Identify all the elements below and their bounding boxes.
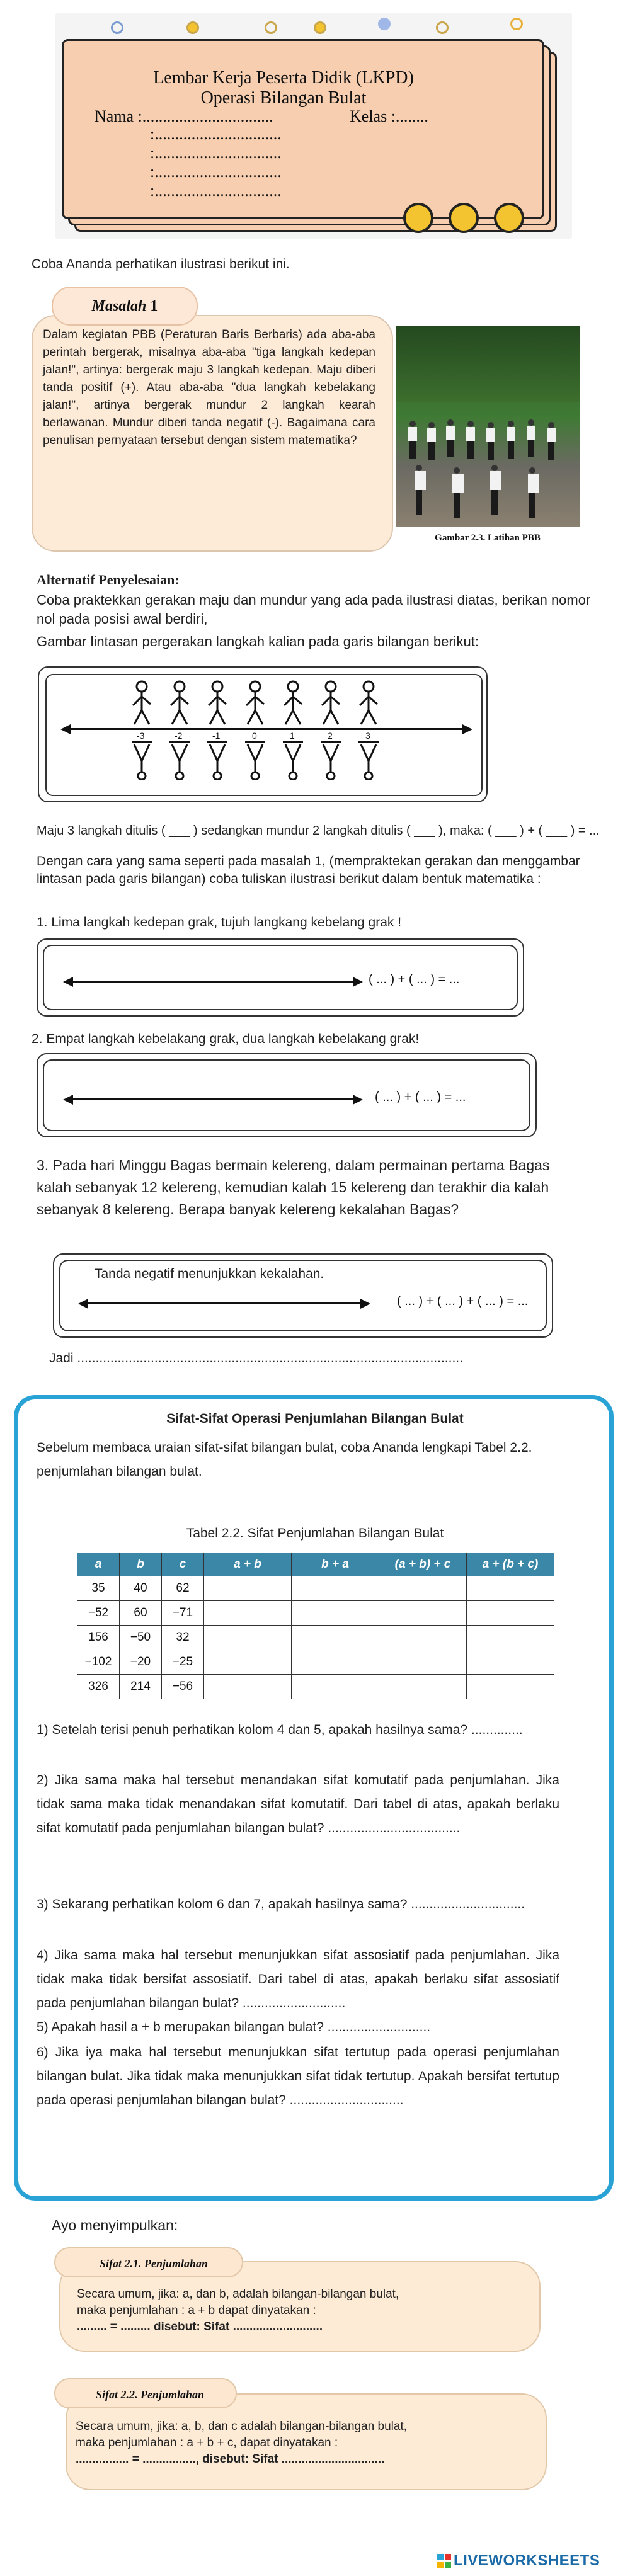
header-card	[62, 39, 544, 219]
tick-label: -3	[137, 731, 145, 741]
sifat-intro: Sebelum membaca uraian sifat-sifat bilangan bulat, coba Ananda lengkapi Tabel 2.2. penjumlahan bilangan bulat.	[37, 1440, 532, 1479]
table-row	[77, 1626, 554, 1650]
table-row	[77, 1675, 554, 1699]
table-cell: −56	[162, 1675, 204, 1699]
soal-2-axis	[71, 1098, 354, 1100]
liveworksheets-icon	[437, 2554, 451, 2568]
answer-cell[interactable]	[204, 1650, 292, 1675]
blank-line[interactable]: :...............................	[150, 125, 282, 143]
sifat-question-6[interactable]: 6) Jika iya maka hal tersebut menunjukkan sifat tertutup pada operasi penjumlahan bilangan bulat. Jika tidak maka menunjukkan sifat tidak tertutup. Apakah bersifat tertutup pada operasi penjumlahan bilangan bulat? ...............................	[37, 2045, 559, 2107]
sifat-title: Sifat-Sifat Operasi Penjumlahan Bilangan Bulat	[166, 1411, 464, 1426]
soal-2-text: 2. Empat langkah kebelakang grak, dua langkah kebelakang grak!	[32, 1032, 420, 1046]
soal-3-axis	[86, 1302, 363, 1304]
sifat-question-4[interactable]: 4) Jika sama maka hal tersebut menunjukkan sifat assosiatif pada penjumlahan. Jika tidak maka tidak bersifat assosiatif. Dari tabel di atas, apakah berlaku sifat assosiatif pada penjumlahan bilangan bulat? ............................	[37, 1948, 559, 2010]
marching-figures	[123, 679, 387, 780]
soal-1-answer[interactable]: ( ... ) + ( ... ) = ...	[369, 972, 460, 986]
arrow-right-icon	[462, 724, 472, 734]
answer-cell[interactable]	[292, 1626, 379, 1650]
answer-cell[interactable]	[379, 1576, 467, 1601]
tick-label: 3	[365, 731, 370, 741]
intro-text: Coba Ananda perhatikan ilustrasi berikut ini.	[32, 257, 290, 271]
decor-dot	[436, 21, 449, 34]
answer-cell[interactable]	[292, 1601, 379, 1626]
decor-dot	[314, 21, 326, 34]
answer-cell[interactable]	[204, 1601, 292, 1626]
soal-1-axis	[71, 981, 354, 983]
decor-dot	[111, 21, 123, 34]
kesimpulan-heading: Ayo menyimpulkan:	[52, 2217, 178, 2233]
sifat-21-text: Secara umum, jika: a, dan b, adalah bilangan-bilangan bulat, maka penjumlahan : a + b dapat dinyatakan : ......... = ......... disebut: Sifat ...........................	[77, 2286, 518, 2335]
answer-cell[interactable]	[379, 1675, 467, 1699]
logo-text: LIVEWORKSHEETS	[454, 2552, 600, 2569]
arrow-left-icon	[63, 1095, 73, 1105]
decor-dot	[265, 21, 277, 34]
sifat-22-tab: Sifat 2.2. Penjumlahan	[54, 2378, 237, 2408]
sifat-question-5[interactable]: 5) Apakah hasil a + b merupakan bilangan bulat? ............................	[37, 2020, 431, 2034]
alternatif-heading: Alternatif Penyelesaian:	[37, 572, 180, 588]
binder-ring-icon	[403, 203, 433, 233]
answer-cell[interactable]	[467, 1626, 554, 1650]
arrow-left-icon	[60, 724, 71, 734]
answer-cell[interactable]	[292, 1650, 379, 1675]
sifat-question-3[interactable]: 3) Sekarang perhatikan kolom 6 dan 7, apakah hasilnya sama? ...............................	[37, 1897, 525, 1912]
masalah-text: Dalam kegiatan PBB (Peraturan Baris Berbaris) ada aba-aba perintah bergerak, misalnya aba-aba "tiga langkah kedepan jalan!", artinya: bergerak maju 3 langkah kedepan. Maju diberi tanda positif (+). Atau aba-aba "dua langkah kebelakang jalan!", artinya bergerak mundur 2 langkah kearah berlawanan. Mundur diberi tanda negatif (-). Bagaimana cara penulisan pernyataan tersebut dengan sistem matematika?	[43, 328, 375, 447]
alternatif-p4: Dengan cara yang sama seperti pada masalah 1, (mempraktekan gerakan dan menggambar lintasan pada garis bilangan) coba tuliskan ilustrasi berikut dalam bentuk matematika :	[37, 854, 580, 886]
table-row	[77, 1601, 554, 1626]
answer-cell[interactable]	[467, 1576, 554, 1601]
table-header: a + (b + c)	[467, 1553, 554, 1576]
sifat-question-2[interactable]: 2) Jika sama maka hal tersebut menandakan sifat komutatif pada penjumlahan. Jika tidak sama maka tidak menandakan sifat komutatif. Dari tabel di atas, apakah berlaku sifat komutatif pada penjumlahan bilangan bulat? ....................................	[37, 1773, 559, 1835]
answer-cell[interactable]	[467, 1601, 554, 1626]
sifat-22-text: Secara umum, jika: a, b, dan c adalah bilangan-bilangan bulat, maka penjumlahan : a + b + c, dapat dinyatakan : ................ = ................, disebut: Sifat ...............................	[76, 2419, 529, 2468]
table-cell: 40	[120, 1576, 162, 1601]
answer-cell[interactable]	[292, 1675, 379, 1699]
soal-3-answer[interactable]: ( ... ) + ( ... ) + ( ... ) = ...	[397, 1294, 529, 1308]
blank-line[interactable]: :...............................	[150, 144, 282, 162]
arrow-left-icon	[63, 977, 73, 987]
soal-3-jadi[interactable]: Jadi .........................................................................................................	[49, 1351, 463, 1365]
nama-field[interactable]: Nama :................................	[94, 107, 273, 125]
table-cell: −25	[162, 1650, 204, 1675]
soal-3-note: Tanda negatif menunjukkan kekalahan.	[94, 1267, 324, 1281]
masalah-tab: Masalah 1	[52, 287, 198, 326]
photo-caption: Gambar 2.3. Latihan PBB	[435, 533, 541, 543]
binder-ring-icon	[494, 203, 524, 233]
table-cell: 156	[77, 1626, 120, 1650]
blank-line[interactable]: :...............................	[150, 181, 282, 200]
table-header: a	[77, 1553, 120, 1576]
tick-label: -2	[175, 731, 183, 741]
tick-label: -1	[212, 731, 220, 741]
binder-ring-icon	[449, 203, 479, 233]
answer-cell[interactable]	[379, 1601, 467, 1626]
table-header: a + b	[204, 1553, 292, 1576]
decor-dot	[186, 21, 199, 34]
decor-dot	[510, 18, 523, 30]
liveworksheets-logo	[437, 2551, 626, 2571]
soal-2-answer[interactable]: ( ... ) + ( ... ) = ...	[375, 1090, 466, 1104]
soal-1-text: 1. Lima langkah kedepan grak, tujuh langkang kebelang grak !	[37, 915, 402, 930]
answer-cell[interactable]	[379, 1650, 467, 1675]
page-title: Lembar Kerja Peserta Didik (LKPD) Operasi Bilangan Bulat	[153, 68, 414, 108]
table-cell: −102	[77, 1650, 120, 1675]
tick-label: 1	[290, 731, 295, 741]
answer-cell[interactable]	[204, 1675, 292, 1699]
table-cell: 60	[120, 1601, 162, 1626]
table-cell: −20	[120, 1650, 162, 1675]
blank-line[interactable]: :...............................	[150, 162, 282, 181]
kelas-field[interactable]: Kelas :........	[350, 107, 428, 125]
table-row	[77, 1576, 554, 1601]
arrow-right-icon	[353, 1095, 363, 1105]
table-cell: 326	[77, 1675, 120, 1699]
table-cell: −50	[120, 1626, 162, 1650]
table-cell: 35	[77, 1576, 120, 1601]
table-cell: 32	[162, 1626, 204, 1650]
arrow-left-icon	[78, 1299, 88, 1309]
table-cell: −52	[77, 1601, 120, 1626]
soal-3-text: 3. Pada hari Minggu Bagas bermain kelereng, dalam permainan pertama Bagas kalah sebanyak 12 kelereng, kemudian kalah 15 kelereng dan terakhir dia kalah sebanyak 8 kelereng. Berapa banyak kelereng kekalahan Bagas?	[37, 1157, 550, 1217]
sifat-question-1[interactable]: 1) Setelah terisi penuh perhatikan kolom 4 dan 5, apakah hasilnya sama? ..............	[37, 1723, 523, 1737]
table-title: Tabel 2.2. Sifat Penjumlahan Bilangan Bulat	[186, 1526, 444, 1541]
pbb-photo	[396, 326, 580, 527]
answer-cell[interactable]	[204, 1576, 292, 1601]
table-row	[77, 1650, 554, 1675]
answer-cell[interactable]	[204, 1626, 292, 1650]
alternatif-p3[interactable]: Maju 3 langkah ditulis ( ___ ) sedangkan mundur 2 langkah ditulis ( ___ ), maka: ( ___ ) + ( ___ ) = ...	[37, 824, 600, 838]
arrow-right-icon	[353, 977, 363, 987]
table-cell: −71	[162, 1601, 204, 1626]
tick-label: 0	[252, 731, 257, 741]
answer-cell[interactable]	[292, 1576, 379, 1601]
table-cell: 214	[120, 1675, 162, 1699]
table-header: (a + b) + c	[379, 1553, 467, 1576]
table-header: b	[120, 1553, 162, 1576]
table-header: c	[162, 1553, 204, 1576]
answer-cell[interactable]	[379, 1626, 467, 1650]
sifat-21-tab: Sifat 2.1. Penjumlahan	[54, 2247, 243, 2277]
table-cell: 62	[162, 1576, 204, 1601]
sifat-22-answer[interactable]: ................ = ................, disebut: Sifat ...............................	[76, 2453, 385, 2466]
answer-cell[interactable]	[467, 1650, 554, 1675]
sifat-table	[77, 1553, 554, 1699]
decor-dot	[378, 18, 391, 30]
arrow-right-icon	[360, 1299, 370, 1309]
sifat-21-answer[interactable]: ......... = ......... disebut: Sifat ...........................	[77, 2320, 323, 2334]
table-header: b + a	[292, 1553, 379, 1576]
alternatif-p1: Coba praktekkan gerakan maju dan mundur yang ada pada ilustrasi diatas, berikan nomor nol pada posisi awal berdiri,	[37, 592, 591, 627]
answer-cell[interactable]	[467, 1675, 554, 1699]
tick-label: 2	[328, 731, 333, 741]
alternatif-p2: Gambar lintasan pergerakan langkah kalian pada garis bilangan berikut:	[37, 634, 479, 649]
